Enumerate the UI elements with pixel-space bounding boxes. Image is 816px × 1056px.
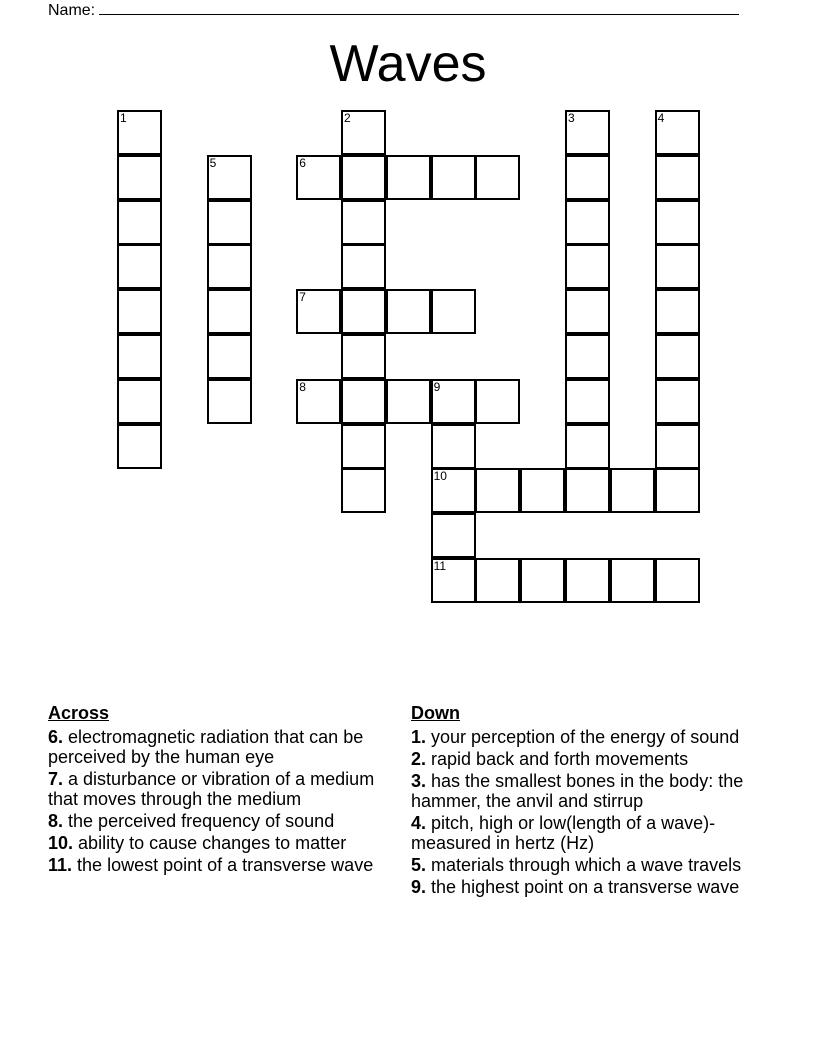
grid-cell[interactable]	[655, 379, 700, 424]
across-clue	[48, 833, 398, 853]
down-clue	[411, 749, 781, 769]
across-clue	[48, 727, 398, 767]
clue-text: the perceived frequency of sound	[68, 811, 335, 831]
grid-cell[interactable]	[341, 110, 386, 155]
grid-cell[interactable]	[475, 468, 520, 513]
clue-text: the highest point on a transverse wave	[431, 877, 740, 897]
clue-number-label: 4	[657, 111, 665, 125]
clue-number: 9.	[411, 877, 427, 897]
clue-number-label: 2	[344, 111, 351, 125]
grid-cell[interactable]	[520, 468, 565, 513]
across-clue	[48, 855, 398, 875]
grid-cell[interactable]	[475, 155, 520, 200]
grid-cell[interactable]	[386, 379, 431, 424]
clue-number: 7.	[48, 769, 64, 789]
clue-number-label: 6	[299, 155, 306, 170]
grid-cell[interactable]	[655, 289, 700, 334]
grid-cell[interactable]	[431, 155, 476, 200]
grid-cell[interactable]	[520, 558, 565, 603]
clue-number-label: 9	[433, 379, 441, 394]
grid-cell[interactable]	[475, 558, 520, 603]
clue-number-label: 8	[299, 379, 306, 394]
grid-cell[interactable]	[655, 155, 700, 200]
grid-cell[interactable]	[610, 558, 655, 603]
name-blank-line[interactable]	[99, 0, 739, 15]
grid-cell[interactable]	[565, 558, 610, 603]
clue-text: electromagnetic radiation that can be perceived by the human eye	[48, 727, 364, 767]
grid-cell[interactable]	[341, 155, 386, 200]
across-clue	[48, 769, 398, 809]
grid-cell[interactable]	[565, 424, 610, 469]
grid-cell[interactable]	[431, 289, 476, 334]
grid-cell[interactable]	[610, 468, 655, 513]
clue-number: 8.	[48, 811, 64, 831]
clue-number: 11.	[48, 855, 73, 875]
clue-number: 3.	[411, 771, 427, 791]
grid-cell[interactable]	[207, 244, 252, 289]
clue-number-label: 5	[209, 155, 217, 170]
down-clue	[411, 877, 781, 897]
grid-cell[interactable]	[341, 379, 386, 424]
grid-cell[interactable]	[296, 379, 341, 424]
grid-cell[interactable]	[565, 200, 610, 245]
clue-number: 6.	[48, 727, 64, 747]
clue-text: pitch, high or low(length of a wave)- measured in hertz (Hz)	[411, 813, 716, 853]
clue-number: 10.	[48, 833, 74, 853]
across-clues	[48, 703, 398, 877]
clue-number: 5.	[411, 855, 427, 875]
grid-cell[interactable]	[341, 424, 386, 469]
grid-cell[interactable]	[655, 334, 700, 379]
grid-cell[interactable]	[207, 200, 252, 245]
grid-cell[interactable]	[565, 110, 610, 155]
name-label: Name:	[48, 2, 96, 19]
grid-cell[interactable]	[655, 244, 700, 289]
grid-cell[interactable]	[117, 244, 162, 289]
clue-text: a disturbance or vibration of a medium that moves through the medium	[48, 769, 375, 809]
grid-cell[interactable]	[296, 289, 341, 334]
down-clue	[411, 813, 781, 853]
grid-cell[interactable]	[207, 334, 252, 379]
grid-cell[interactable]	[341, 468, 386, 513]
grid-cell[interactable]	[565, 468, 610, 513]
grid-cell[interactable]	[655, 558, 700, 603]
grid-cell[interactable]	[117, 379, 162, 424]
grid-cell[interactable]	[117, 200, 162, 245]
grid-cell[interactable]	[386, 155, 431, 200]
grid-cell[interactable]	[655, 424, 700, 469]
grid-cell[interactable]	[431, 424, 476, 469]
grid-cell[interactable]	[431, 468, 476, 513]
grid-cell[interactable]	[565, 244, 610, 289]
down-heading: Down	[411, 703, 460, 723]
grid-cell[interactable]	[386, 289, 431, 334]
grid-cell[interactable]	[117, 424, 162, 469]
clue-text: ability to cause changes to matter	[78, 833, 347, 853]
clue-text: materials through which a wave travels	[431, 855, 742, 875]
grid-cell[interactable]	[565, 289, 610, 334]
grid-cell[interactable]	[431, 558, 476, 603]
grid-cell[interactable]	[207, 379, 252, 424]
grid-cell[interactable]	[341, 244, 386, 289]
grid-cell[interactable]	[341, 200, 386, 245]
grid-cell[interactable]	[655, 110, 700, 155]
grid-cell[interactable]	[655, 200, 700, 245]
puzzle-title: Waves	[329, 35, 487, 93]
down-clue	[411, 771, 781, 811]
grid-cell[interactable]	[475, 379, 520, 424]
clue-text: has the smallest bones in the body: the hammer, the anvil and stirrup	[411, 771, 744, 811]
clue-text: rapid back and forth movements	[431, 749, 689, 769]
grid-cell[interactable]	[341, 334, 386, 379]
grid-cell[interactable]	[341, 289, 386, 334]
grid-cell[interactable]	[655, 468, 700, 513]
grid-cell[interactable]	[431, 379, 476, 424]
grid-cell[interactable]	[207, 289, 252, 334]
clue-number-label: 10	[433, 469, 447, 484]
clue-number: 2.	[411, 749, 427, 769]
grid-cell[interactable]	[117, 110, 162, 155]
name-field[interactable]	[48, 0, 739, 20]
grid-cell[interactable]	[431, 513, 476, 558]
clue-number-label: 3	[568, 111, 575, 125]
grid-cell[interactable]	[117, 155, 162, 200]
grid-cell[interactable]	[296, 155, 341, 200]
grid-cell[interactable]	[117, 334, 162, 379]
grid-cell[interactable]	[565, 155, 610, 200]
grid-cell[interactable]	[207, 155, 252, 200]
clue-number-label: 1	[120, 111, 127, 125]
clue-number-label: 7	[299, 290, 306, 305]
down-clues	[411, 703, 781, 899]
across-clue	[48, 811, 398, 831]
grid-cell[interactable]	[117, 289, 162, 334]
clue-number: 1.	[411, 727, 427, 747]
clue-number: 4.	[411, 813, 427, 833]
down-clue	[411, 855, 781, 875]
grid-cell[interactable]	[565, 379, 610, 424]
down-clue	[411, 727, 781, 747]
clue-text: the lowest point of a transverse wave	[77, 855, 374, 875]
grid-cell[interactable]	[565, 334, 610, 379]
clue-text: your perception of the energy of sound	[431, 727, 740, 747]
across-heading: Across	[48, 703, 110, 723]
clue-number-label: 11	[433, 559, 447, 573]
